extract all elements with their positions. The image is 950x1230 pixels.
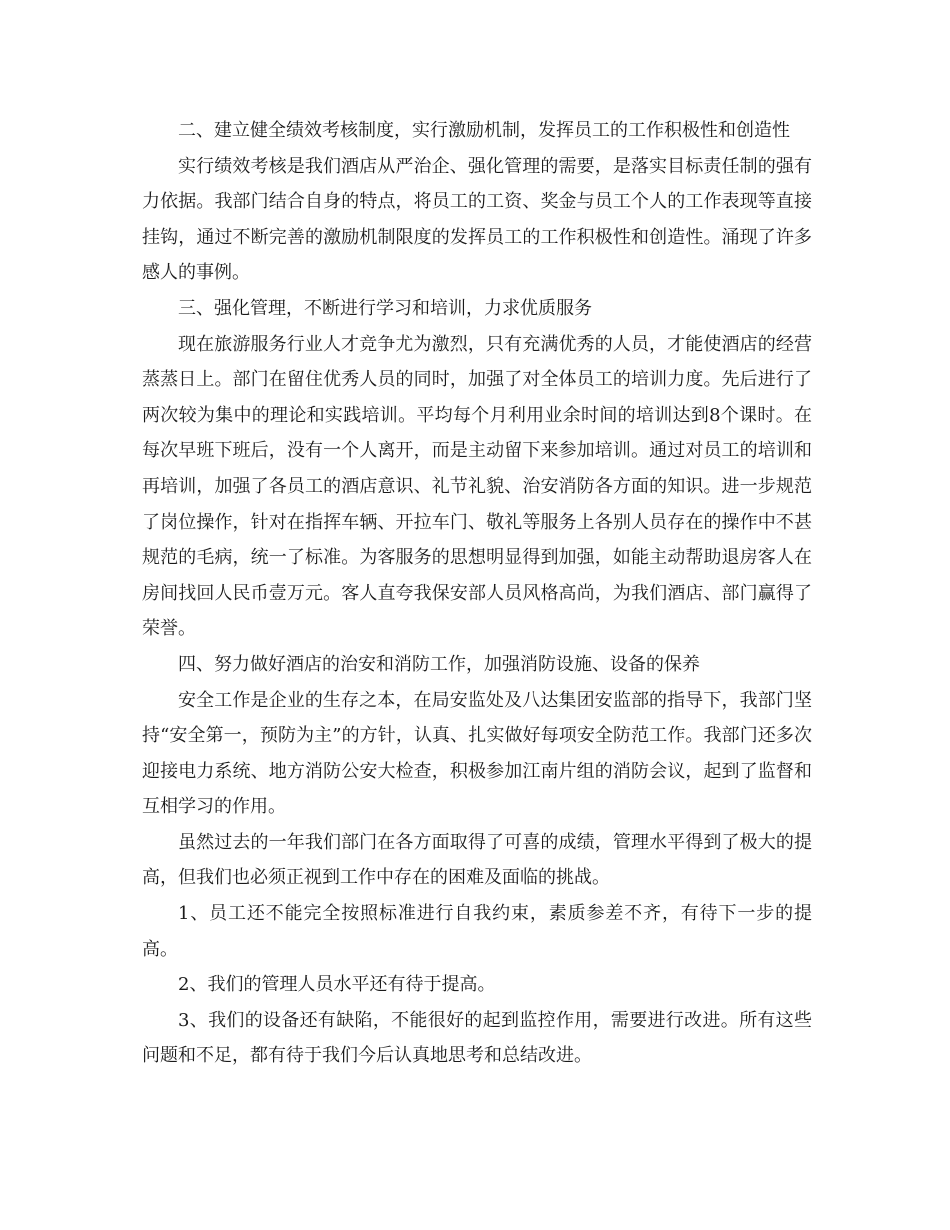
paragraph-performance-review: 实行绩效考核是我们酒店从严治企、强化管理的需要，是落实目标责任制的强有力依据。我部门结合自身的特点，将员工的工资、奖金与员工个人的工作表现等直接挂钩，通过不断完善的激励机制限度的发挥员工的工作积极性和创造性。涌现了许多感人的事例。 — [142, 155, 812, 284]
paragraph-safety-fire: 安全工作是企业的生存之本，在局安监处及八达集团安监部的指导下，我部门坚持“安全第一，预防为主”的方针，认真、扎实做好每项安全防范工作。我部门还多次迎接电力系统、地方消防公安大检查，积极参加江南片组的消防会议，起到了监督和互相学习的作用。 — [142, 689, 812, 818]
list-item-1: 1、员工还不能完全按照标准进行自我约束，素质参差不齐，有待下一步的提高。 — [142, 903, 812, 960]
list-item-2: 2、我们的管理人员水平还有待于提高。 — [178, 974, 496, 996]
heading-performance-review: 二、建立健全绩效考核制度，实行激励机制，发挥员工的工作积极性和创造性 — [178, 120, 790, 141]
heading-training: 三、强化管理，不断进行学习和培训，力求优质服务 — [178, 297, 592, 319]
document-body — [142, 113, 812, 1074]
paragraph-challenges: 虽然过去的一年我们部门在各方面取得了可喜的成绩，管理水平得到了极大的提高，但我们也必须正视到工作中存在的困难及面临的挑战。 — [142, 831, 812, 889]
paragraph-training: 现在旅游服务行业人才竞争尤为激烈，只有充满优秀的人员，才能使酒店的经营蒸蒸日上。部门在留住优秀人员的同时，加强了对全体员工的培训力度。先后进行了两次较为集中的理论和实践培训。平均每个月利用业余时间的培训达到8个课时。在每次早班下班后，没有一个人离开，而是主动留下来参加培训。通过对员工的培训和再培训，加强了各员工的酒店意识、礼节礼貌、治安消防各方面的知识。进一步规范了岗位操作，针对在指挥车辆、开拉车门、敬礼等服务上各别人员存在的操作中不甚规范的毛病，统一了标准。为客服务的思想明显得到加强，如能主动帮助退房客人在房间找回人民币壹万元。客人直夸我保安部人员风格高尚，为我们酒店、部门赢得了荣誉。 — [142, 333, 812, 640]
list-item-3: 3、我们的设备还有缺陷，不能很好的起到监控作用，需要进行改进。所有这些问题和不足，都有待于我们今后认真地思考和总结改进。 — [142, 1009, 812, 1067]
heading-safety-fire: 四、努力做好酒店的治安和消防工作，加强消防设施、设备的保养 — [178, 653, 700, 675]
